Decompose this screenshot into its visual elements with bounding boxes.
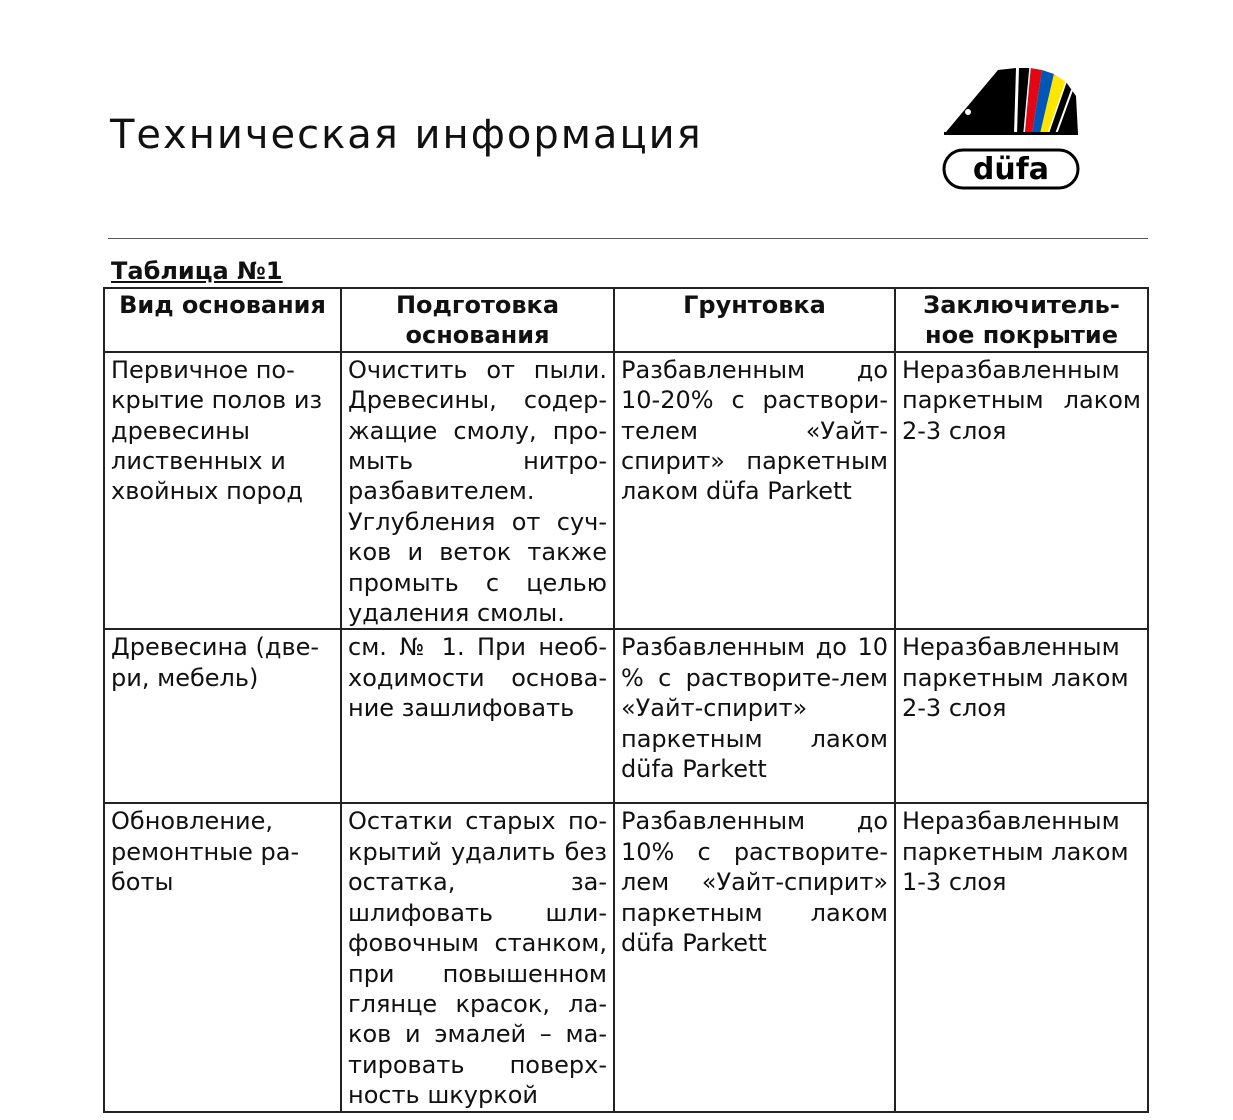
cell-finish: Неразбавленным паркетным лаком 2-3 слоя [895,352,1148,630]
cell-base: Первичное по-крытие полов из древесины лиственных и хвойных пород [104,352,341,630]
table-row [104,352,1148,630]
header-preparation: Подготовка основания [341,288,614,352]
cell-preparation: см. № 1. При необ-ходимости основа-ние зашлифовать [341,629,614,803]
header-finish: Заключитель-ное покрытие [895,288,1148,352]
cell-base: Древесина (две-ри, мебель) [104,629,341,803]
cell-primer: Разбавленным до 10 % с растворите-лем «Уайт-спирит» паркетным лаком düfa Parkett [614,629,895,803]
cell-preparation: Остатки старых по-крытий удалить без остатка, за-шлифовать шли-фовочным станком, при повышенном глянце красок, ла-ков и эмалей – ма-тировать поверх-ность шкуркой [341,803,614,1111]
cell-primer: Разбавленным до 10% с растворите-лем «Уайт-спирит» паркетным лаком düfa Parkett [614,803,895,1111]
header-divider [108,238,1148,239]
table-row [104,803,1148,1111]
table-caption: Таблица №1 [111,257,283,285]
page-title: Техническая информация [110,112,703,158]
header-primer: Грунтовка [614,288,895,352]
logo-brand-text: düfa [972,152,1050,187]
table-header-row [104,288,1148,352]
dufa-logo [938,62,1083,192]
cell-base: Обновление, ремонтные ра-боты [104,803,341,1111]
header-base-type: Вид основания [104,288,341,352]
table-row [104,629,1148,803]
logo-fan-black-1 [946,68,1016,134]
cell-finish: Неразбавленным паркетным лаком 1-3 слоя [895,803,1148,1111]
technical-table [103,287,1149,1113]
cell-preparation: Очистить от пыли. Древесины, содер-жащие смолу, про-мыть нитро-разбавителем. Углубления от суч-ков и веток также промыть с целью удаления смолы. [341,352,614,630]
cell-primer: Разбавленным до 10-20% с раствори-телем «Уайт-спирит» паркетным лаком düfa Parkett [614,352,895,630]
cell-finish: Неразбавленным паркетным лаком 2-3 слоя [895,629,1148,803]
